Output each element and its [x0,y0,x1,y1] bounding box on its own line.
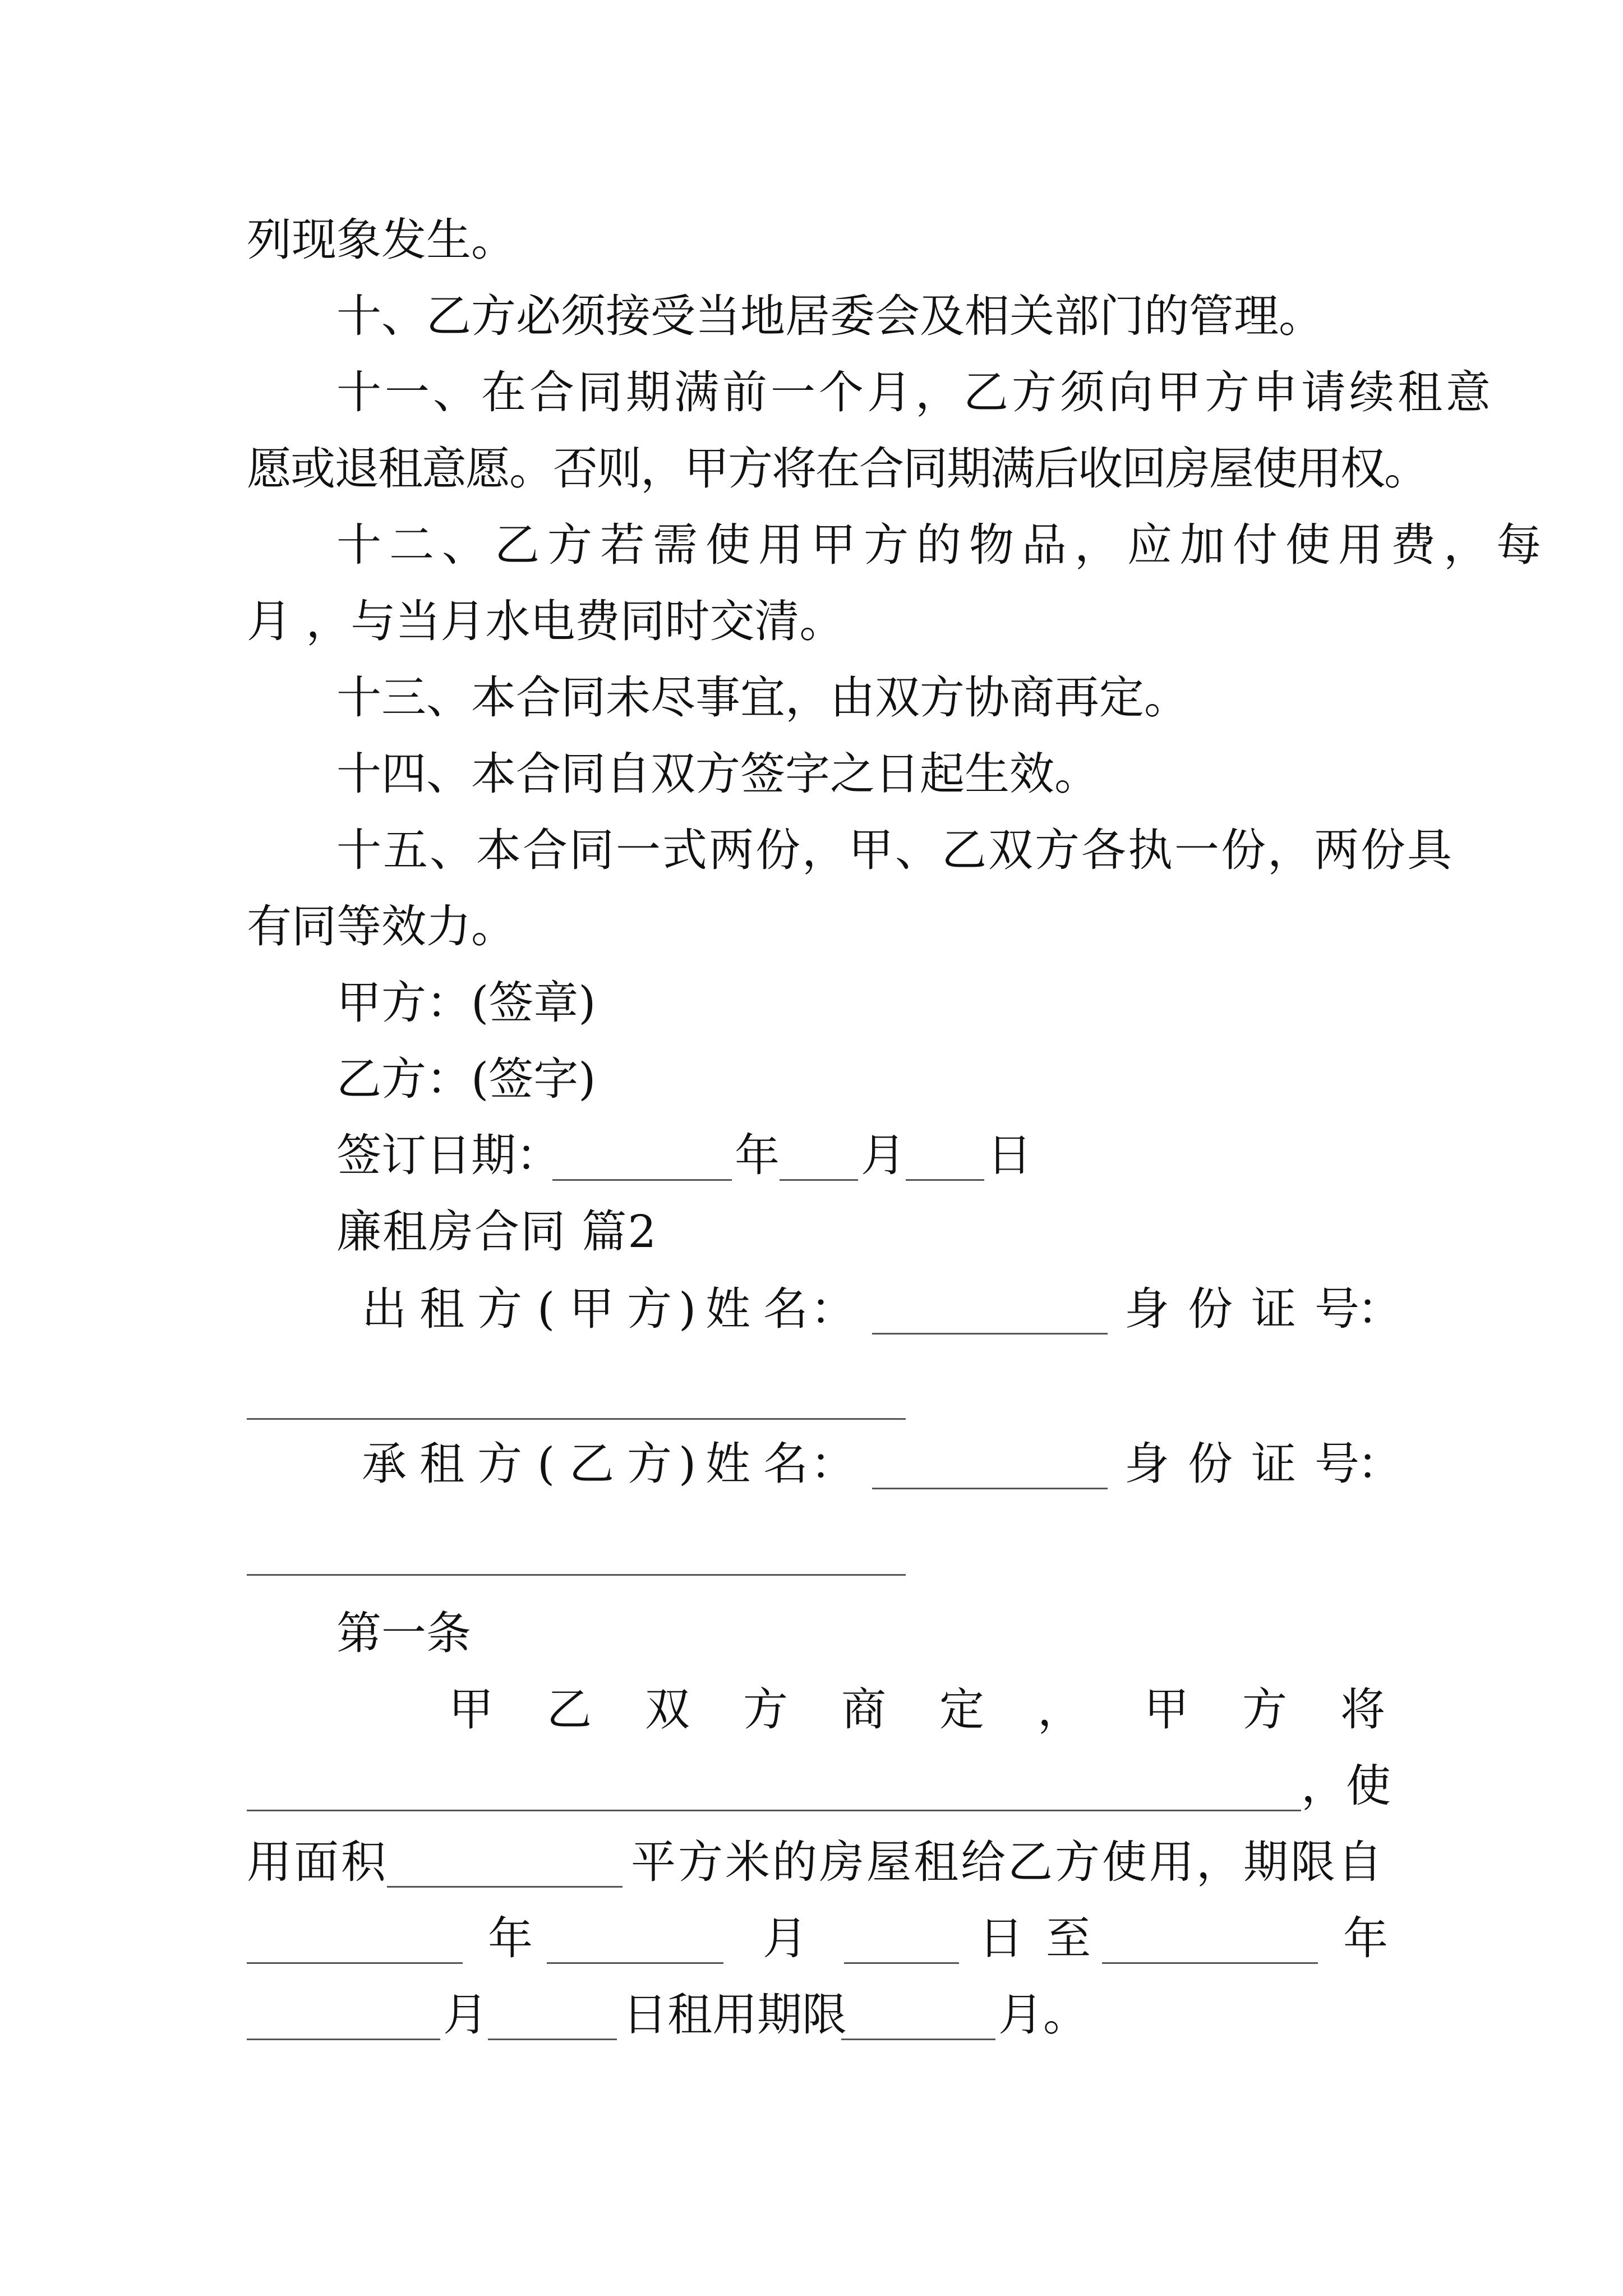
article1-l1-char-8: 甲 [1144,1683,1189,1736]
lessor-id-blank [247,1418,906,1420]
article1-l5-c: 月。 [998,1989,1088,2041]
article1-l5-a: 月 [443,1989,488,2041]
lessee-char-9: 名 [763,1438,808,1490]
article1-l4-char-4: 至 [1046,1912,1091,1964]
clause-12-line2: 月 ，与当月水电费同时交清。 [247,595,845,647]
article1-l1-char-6: 定 [939,1683,984,1736]
article1-title: 第一条 [336,1607,471,1659]
text-line-continuation: 列现象发生。 [247,214,516,266]
clause-14: 十四、本合同自双方签字之日起生效。 [336,748,1099,800]
lessee-id-char-1: 身 [1124,1438,1169,1490]
lessee-char-2: 租 [419,1438,464,1490]
lessor-char-3: 方 [477,1283,522,1335]
lessor-char-2: 租 [419,1283,464,1335]
article1-l4-char-3: 日 [979,1912,1023,1964]
article1-l3-start: 用面积 [247,1836,388,1888]
lessee-char-3: 方 [477,1438,522,1490]
lessee-id-char-2: 份 [1188,1438,1233,1490]
lessor-name-blank [872,1333,1108,1335]
lessee-char-1: 承 [362,1438,407,1490]
article1-property-blank [247,1810,1301,1811]
article1-l3-rest: 平方米的房屋租给乙方使用，期限自 [631,1836,1385,1888]
section-title: 廉租房合同 篇2 [336,1205,658,1258]
clause-11-line2: 愿或退租意愿。否则，甲方将在合同期满后收回房屋使用权。 [247,443,1428,495]
article1-end-day-blank [488,2039,617,2040]
lessee-char-5: 乙 [569,1438,614,1490]
lessor-char-1: 出 [362,1283,407,1335]
clause-15-line1: 十五、本合同一式两份，甲、乙双方各执一份，两份具 [336,824,1454,876]
article1-area-blank [387,1886,623,1888]
article1-l1-char-3: 双 [645,1683,690,1736]
lessor-id-char-5: ： [1357,1283,1402,1335]
lessee-id-blank [247,1574,906,1576]
article1-l4-char-2: 月 [763,1912,808,1964]
lessor-char-7: ) [679,1283,697,1335]
article1-end-month-blank [247,2039,440,2040]
lessee-char-4: ( [537,1438,555,1490]
sign-date-day-blank [906,1179,984,1181]
article1-l4-char-1: 年 [488,1912,533,1964]
sign-date-year-blank [552,1179,732,1181]
article1-l4-char-5: 年 [1343,1912,1388,1964]
article1-start-year-blank [247,1962,463,1964]
article1-start-month-blank [547,1962,723,1964]
lessee-name-blank [872,1488,1108,1489]
lessor-char-8: 姓 [706,1283,750,1335]
lessee-id-char-3: 证 [1251,1438,1296,1490]
signature-party-b: 乙方：(签字) [336,1053,596,1105]
clause-15-line2: 有同等效力。 [247,900,516,953]
sign-date-label: 签订日期： [336,1129,561,1181]
lessee-id-char-4: 号 [1315,1438,1359,1490]
lessor-id-char-1: 身 [1124,1283,1169,1335]
lessee-char-10: ： [810,1438,855,1490]
lessor-char-4: ( [537,1283,555,1335]
article1-term-months-blank [841,2039,995,2040]
article1-l1-char-1: 甲 [449,1683,494,1736]
article1-l1-char-9: 方 [1242,1683,1287,1736]
article1-l5-b: 日租用期限 [623,1989,847,2041]
article1-end-year-blank [1102,1962,1318,1964]
article1-l1-char-4: 方 [743,1683,788,1736]
clause-12-line1: 十二、乙方若需使用甲方的物品，应加付使用费，每 [336,519,1549,571]
article1-l1-char-2: 乙 [547,1683,592,1736]
lessee-char-6: 方 [627,1438,672,1490]
lessor-char-9: 名 [763,1283,808,1335]
lessor-char-6: 方 [627,1283,672,1335]
sign-date-month-char: 月 [861,1129,906,1181]
lessor-id-char-2: 份 [1188,1283,1233,1335]
lessee-char-7: ) [679,1438,697,1490]
article1-l1-char-5: 商 [841,1683,886,1736]
clause-13: 十三、本合同未尽事宜，由双方协商再定。 [336,671,1189,724]
lessor-char-5: 甲 [569,1283,614,1335]
lessor-id-char-3: 证 [1251,1283,1296,1335]
article1-start-day-blank [844,1962,959,1964]
lessor-id-char-4: 号 [1315,1283,1359,1335]
article1-l1-char-7: ， [1038,1683,1082,1736]
sign-date-month-blank [780,1179,858,1181]
sign-date-day-char: 日 [987,1129,1032,1181]
clause-10: 十、乙方必须接受当地居委会及相关部门的管理。 [336,290,1324,342]
lessor-char-10: ： [810,1283,855,1335]
lessee-char-8: 姓 [706,1438,750,1490]
lessee-id-char-5: ： [1357,1438,1402,1490]
signature-party-a: 甲方：(签章) [336,977,596,1029]
article1-l2-end: ，使 [1301,1760,1391,1812]
clause-11-line1: 十一、在合同期满前一个月，乙方须向甲方申请续租意 [336,366,1494,418]
article1-l1-char-10: 将 [1340,1683,1385,1736]
sign-date-year-char: 年 [735,1129,780,1181]
